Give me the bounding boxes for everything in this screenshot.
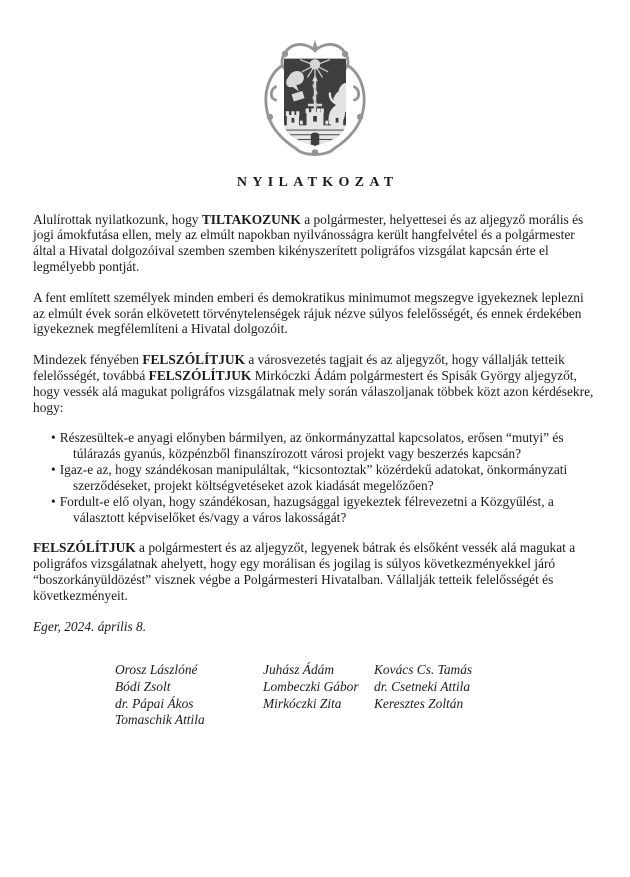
body-text: a városvezetés tagjait és az aljegyzőt, hogy vállalják tetteik felelősségét, továbbá — [33, 352, 565, 384]
paragraph — [33, 212, 597, 275]
body-text: a polgármestert és az aljegyzőt, legyenek bátrak és elsőként vessék alá magukat a poligráfos vizsgálatnak ahelyett, hogy egy morálisan és jogilag is súlyos következményekkel járó “boszorkányüldözést” visznek végbe a Polgármesteri Hivatalban. Vállalják tetteik felelősségét és következményeit. — [33, 540, 576, 603]
list-item: • Fordult-e elő olyan, hogy szándékosan, hazugsággal igyekeztek félrevezetni a Közgyűlést, a választott képviselőket és/vagy a város lakosságát? — [51, 493, 554, 525]
date-line: Eger, 2024. április 8. — [33, 618, 147, 634]
body-text: Mindezek fényében — [33, 352, 143, 368]
castle-icon — [284, 108, 346, 146]
signatory-name: dr. Pápai Ákos — [115, 695, 194, 711]
signatory-name: Tomaschik Attila — [115, 712, 205, 728]
body-text: Alulírottak nyilatkozunk, hogy — [33, 211, 202, 227]
signatory-name: Juhász Ádám — [263, 662, 335, 678]
signature-block — [33, 662, 597, 728]
paragraph — [33, 352, 597, 415]
bullet-icon: • — [51, 493, 56, 509]
emphasized-text: FELSZÓLÍTJUK — [142, 352, 246, 368]
eger-coat-of-arms-icon — [257, 38, 373, 162]
signature-column — [263, 662, 374, 728]
emphasized-text: FELSZÓLÍTJUK — [148, 368, 252, 384]
signatory-name: Orosz Lászlóné — [115, 662, 198, 678]
signature-column — [374, 662, 472, 728]
emphasized-text: FELSZÓLÍTJUK — [33, 540, 136, 556]
body-text: Mirkóczki Ádám polgármestert és Spisák György aljegyzőt, hogy vessék alá magukat poligráfos vizsgálatnak mely során válaszoljanak többek közt azon kérdésekre, hogy: — [33, 368, 594, 415]
list-item: • Igaz-e az, hogy szándékosan manipuláltak, “kicsontoztak” közérdekű adatokat, önkormányzati szerződéseket, projekt költségvetéseket azok kiadását megelőzően? — [51, 462, 568, 493]
paragraph — [33, 290, 597, 337]
bullet-icon: • — [51, 462, 56, 478]
body-text: A fent említett személyek minden emberi és demokratikus minimumot megszegve igyekeznek leplezni az elmúlt évek során elkövetett törvénytelenségek rájuk nézve súlyos felelősségét, és ennek érdekében igyekeznek megfélemlíteni a Hivatal dolgozóit. — [33, 289, 584, 337]
emphasized-text: TILTAKOZUNK — [201, 211, 301, 227]
body-text: a polgármester, helyettesei és az aljegyző morális és jogi ámokfutása ellen, mely az elmúlt napokban nyilvánosságra került hangfelvétel és a polgármester által a Hivatal dolgozóival szemben szemben kikényszerített poligráfos vizsgálat kapcsán érte el legmélyebb pontját. — [33, 211, 584, 274]
list-item: • Részesültek-e anyagi előnyben bármilyen, az önkormányzattal kapcsolatos, erősen “mutyi” és túlárazás gyanús, közpénzből finanszírozott városi projekt vagy beszerzés kapcsán? — [51, 430, 564, 462]
signature-column — [115, 662, 263, 728]
signatory-name: Mirkóczki Zita — [263, 695, 342, 711]
signatory-name: Keresztes Zoltán — [374, 695, 464, 711]
document-title: NYILATKOZAT — [236, 175, 399, 190]
signatory-name: dr. Csetneki Attila — [374, 679, 471, 694]
paragraph — [33, 540, 597, 603]
signatory-name: Lombeczki Gábor — [263, 679, 359, 694]
document-body — [33, 212, 597, 604]
signatory-name: Kovács Cs. Tamás — [374, 662, 473, 678]
question-list — [33, 430, 597, 525]
signatory-name: Bódi Zsolt — [115, 679, 171, 694]
bullet-icon: • — [51, 430, 56, 446]
